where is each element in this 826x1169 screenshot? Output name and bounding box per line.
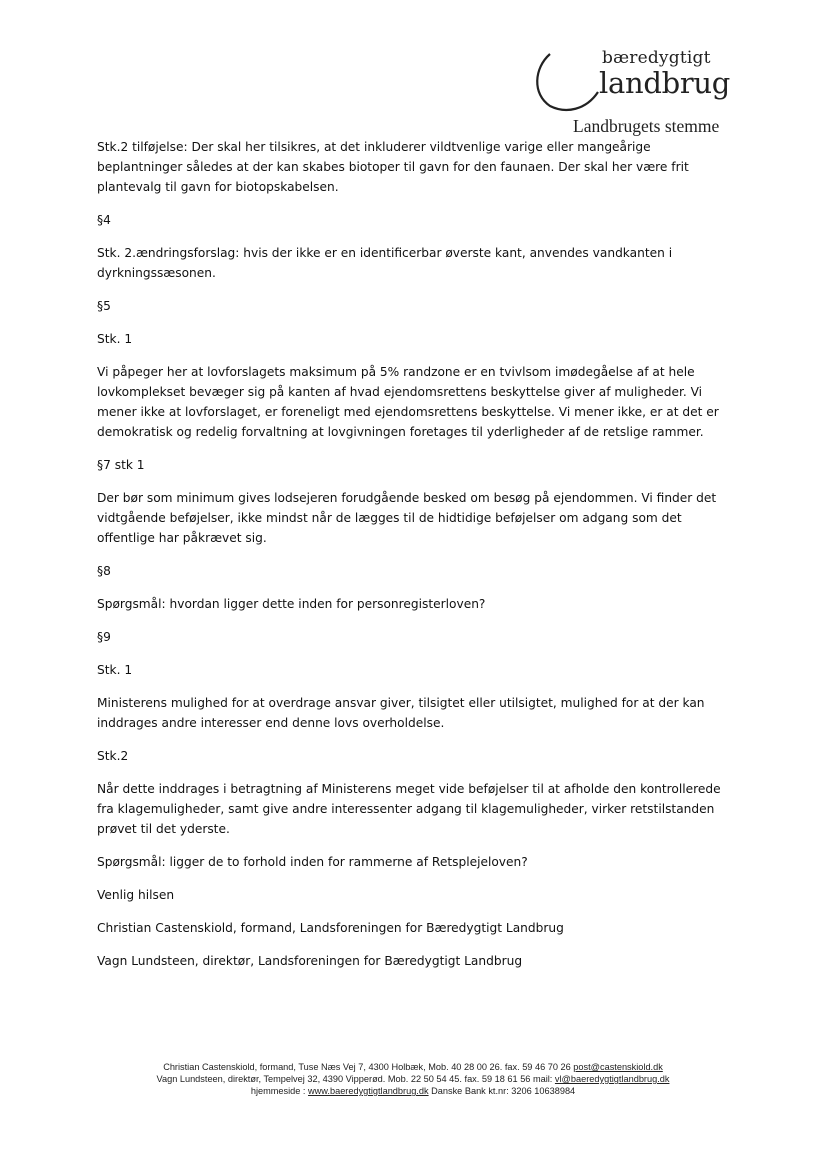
paragraph: Stk. 2.ændringsforslag: hvis der ikke er en identificerbar øverste kant, anvendes vandkanten i dyrkningssæsonen. (97, 246, 673, 280)
section-heading: §8 (97, 564, 111, 578)
organization-logo (520, 44, 750, 139)
closing: Venlig hilsen (97, 888, 175, 902)
footer-contact-1: Christian Castenskiold, formand, Tuse Næs Vej 7, 4300 Holbæk, Mob. 40 28 00 26. fax. 59 46 70 26 (163, 1062, 574, 1072)
paragraph: Spørgsmål: hvordan ligger dette inden for personregisterloven? (97, 597, 486, 611)
logo-small-text: bæredygtigt (602, 48, 711, 68)
section-heading: §4 (97, 213, 111, 227)
section-heading: §9 (97, 630, 111, 644)
footer-line-2 (0, 1073, 826, 1085)
footer-website-label: hjemmeside : (250, 1086, 309, 1096)
paragraph: Der bør som minimum gives lodsejeren forudgående besked om besøg på ejendommen. Vi finder det vidtgående beføjelser, ikke mindst når de lægges til de hidtidige beføjelser om adgang som det offentlige har påkrævet sig. (97, 491, 717, 545)
section-heading: §7 stk 1 (97, 458, 145, 472)
paragraph: Stk.2 tilføjelse: Der skal her tilsikres, at det inkluderer vildtvenlige varige eller mangeårige beplantninger således at der kan skabes biotoper til gavn for den faunaen. Der skal her være frit plantevalg til gavn for biotopskabelsen. (97, 140, 689, 194)
letter-footer (0, 1061, 826, 1097)
signature-line: Vagn Lundsteen, direktør, Landsforeningen for Bæredygtigt Landbrug (97, 954, 523, 968)
letter-body (97, 137, 737, 984)
section-heading: §5 (97, 299, 111, 313)
paragraph: Spørgsmål: ligger de to forhold inden for rammerne af Retsplejeloven? (97, 855, 528, 869)
footer-website-link[interactable]: www.baeredygtigtlandbrug.dk (308, 1086, 429, 1096)
paragraph: Vi påpeger her at lovforslagets maksimum på 5% randzone er en tvivlsom imødegåelse af at hele lovkomplekset bevæger sig på kanten af hvad ejendomsrettens beskyttelse giver af muligheder. Vi mener ikke at lovforslaget, er foreneligt med ejendomsrettens beskyttelse. Vi mener ikke, er at det er demokratisk og redelig forvaltning at lovgivningen foretages til yderligheder af de retslige rammer. (97, 365, 719, 439)
logo-big-text: landbrug (599, 66, 731, 100)
footer-email-link-1[interactable]: post@castenskiold.dk (573, 1062, 663, 1072)
logo-arc-icon (526, 48, 606, 118)
footer-bank-info: Danske Bank kt.nr: 3206 10638984 (428, 1086, 576, 1096)
signature-line: Christian Castenskiold, formand, Landsforeningen for Bæredygtigt Landbrug (97, 921, 564, 935)
subsection-heading: Stk. 1 (97, 663, 133, 677)
footer-contact-2: Vagn Lundsteen, direktør, Tempelvej 32, 4390 Vipperød. Mob. 22 50 54 45. fax. 59 18 61 56 mail: (156, 1074, 555, 1084)
paragraph: Ministerens mulighed for at overdrage ansvar giver, tilsigtet eller utilsigtet, mulighed for at der kan inddrages andre interesser end denne lovs overholdelse. (97, 696, 705, 730)
logo-tagline: Landbrugets stemme (573, 116, 720, 136)
subsection-heading: Stk. 1 (97, 332, 133, 346)
footer-line-1 (0, 1061, 826, 1073)
subsection-heading: Stk.2 (97, 749, 129, 763)
paragraph: Når dette inddrages i betragtning af Ministerens meget vide beføjelser til at afholde den kontrollerede fra klagemuligheder, samt give andre interessenter adgang til klagemuligheder, virker retstilstanden prøvet til det yderste. (97, 782, 721, 836)
footer-email-link-2[interactable]: vl@baeredygtigtlandbrug.dk (554, 1074, 670, 1084)
footer-line-3 (0, 1085, 826, 1097)
